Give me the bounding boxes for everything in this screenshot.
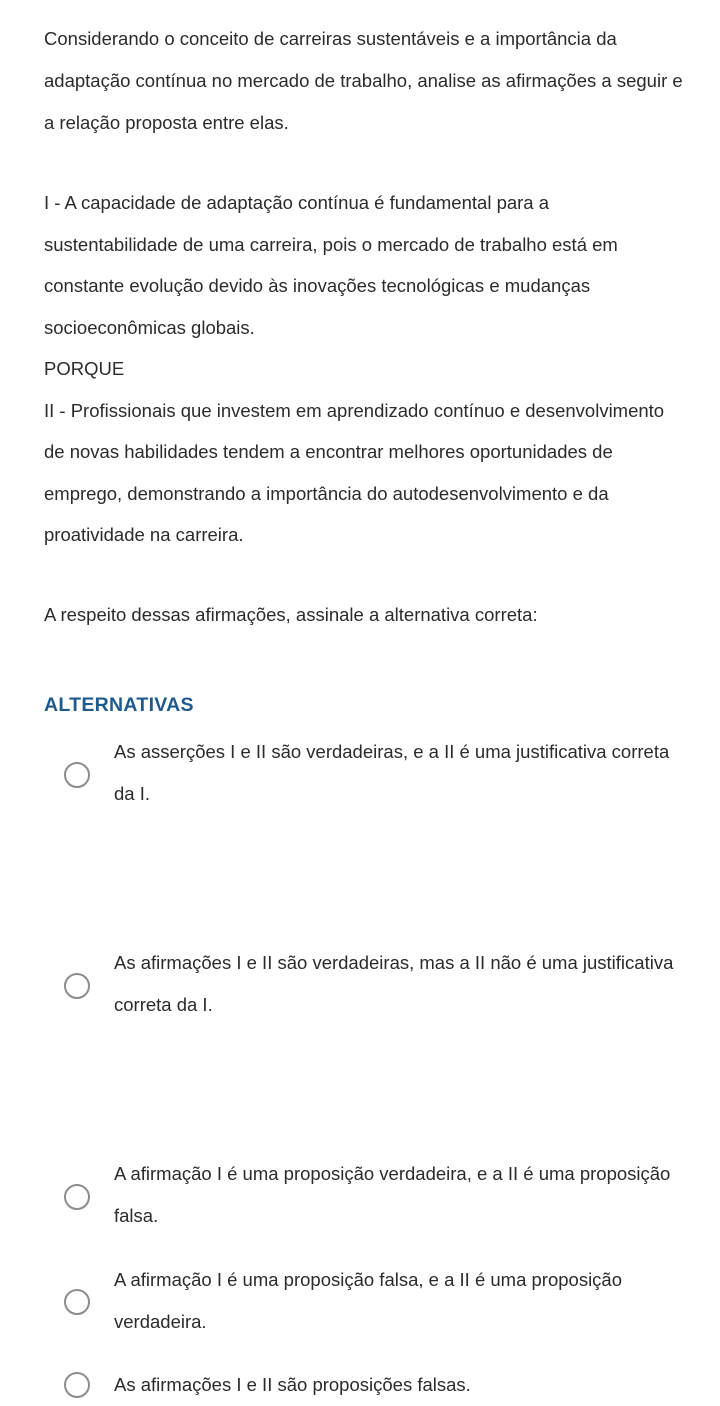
statement-1: I - A capacidade de adaptação contínua é fundamental para a sustentabilidade de uma carreira, pois o mercado de trabalho está em constante evolução devido às inovações tecnológicas e mudanças socioeconômicas globais. [44,192,618,338]
radio-button[interactable] [64,1289,90,1315]
alternative-b[interactable] [0,838,720,1015]
question-body [44,18,684,636]
statements [44,182,684,556]
question-intro: Considerando o conceito de carreiras sustentáveis e a importância da adaptação contínua no mercado de trabalho, analise as afirmações a seguir e a relação proposta entre elas. [44,28,683,133]
alternative-label: As afirmações I e II são proposições falsas. [114,1374,471,1395]
question-prompt: A respeito dessas afirmações, assinale a alternativa correta: [44,603,538,625]
alternative-label: As afirmações I e II são verdadeiras, mas a II não é uma justificativa correta da I. [114,952,674,1015]
radio-button[interactable] [64,973,90,999]
alternative-label: A afirmação I é uma proposição falsa, e a II é uma proposição verdadeira. [114,1269,623,1332]
radio-button[interactable] [64,762,90,788]
radio-button[interactable] [64,1184,90,1210]
radio-button[interactable] [64,1372,90,1398]
connector-porque: PORQUE [44,358,125,379]
alternative-label: As asserções I e II são verdadeiras, e a II é uma justificativa correta da I. [114,741,670,804]
alternative-label: A afirmação I é uma proposição verdadeira, e a II é uma proposição falsa. [114,1163,671,1226]
alternatives-list [0,732,720,1395]
alternative-a[interactable] [0,732,720,838]
statement-2: II - Profissionais que investem em aprendizado contínuo e desenvolvimento de novas habilidades tendem a encontrar melhores oportunidades de emprego, demonstrando a importância do autodesenvolvimento e da proatividade na carreira. [44,399,665,545]
alternatives-title: ALTERNATIVAS [44,694,194,716]
